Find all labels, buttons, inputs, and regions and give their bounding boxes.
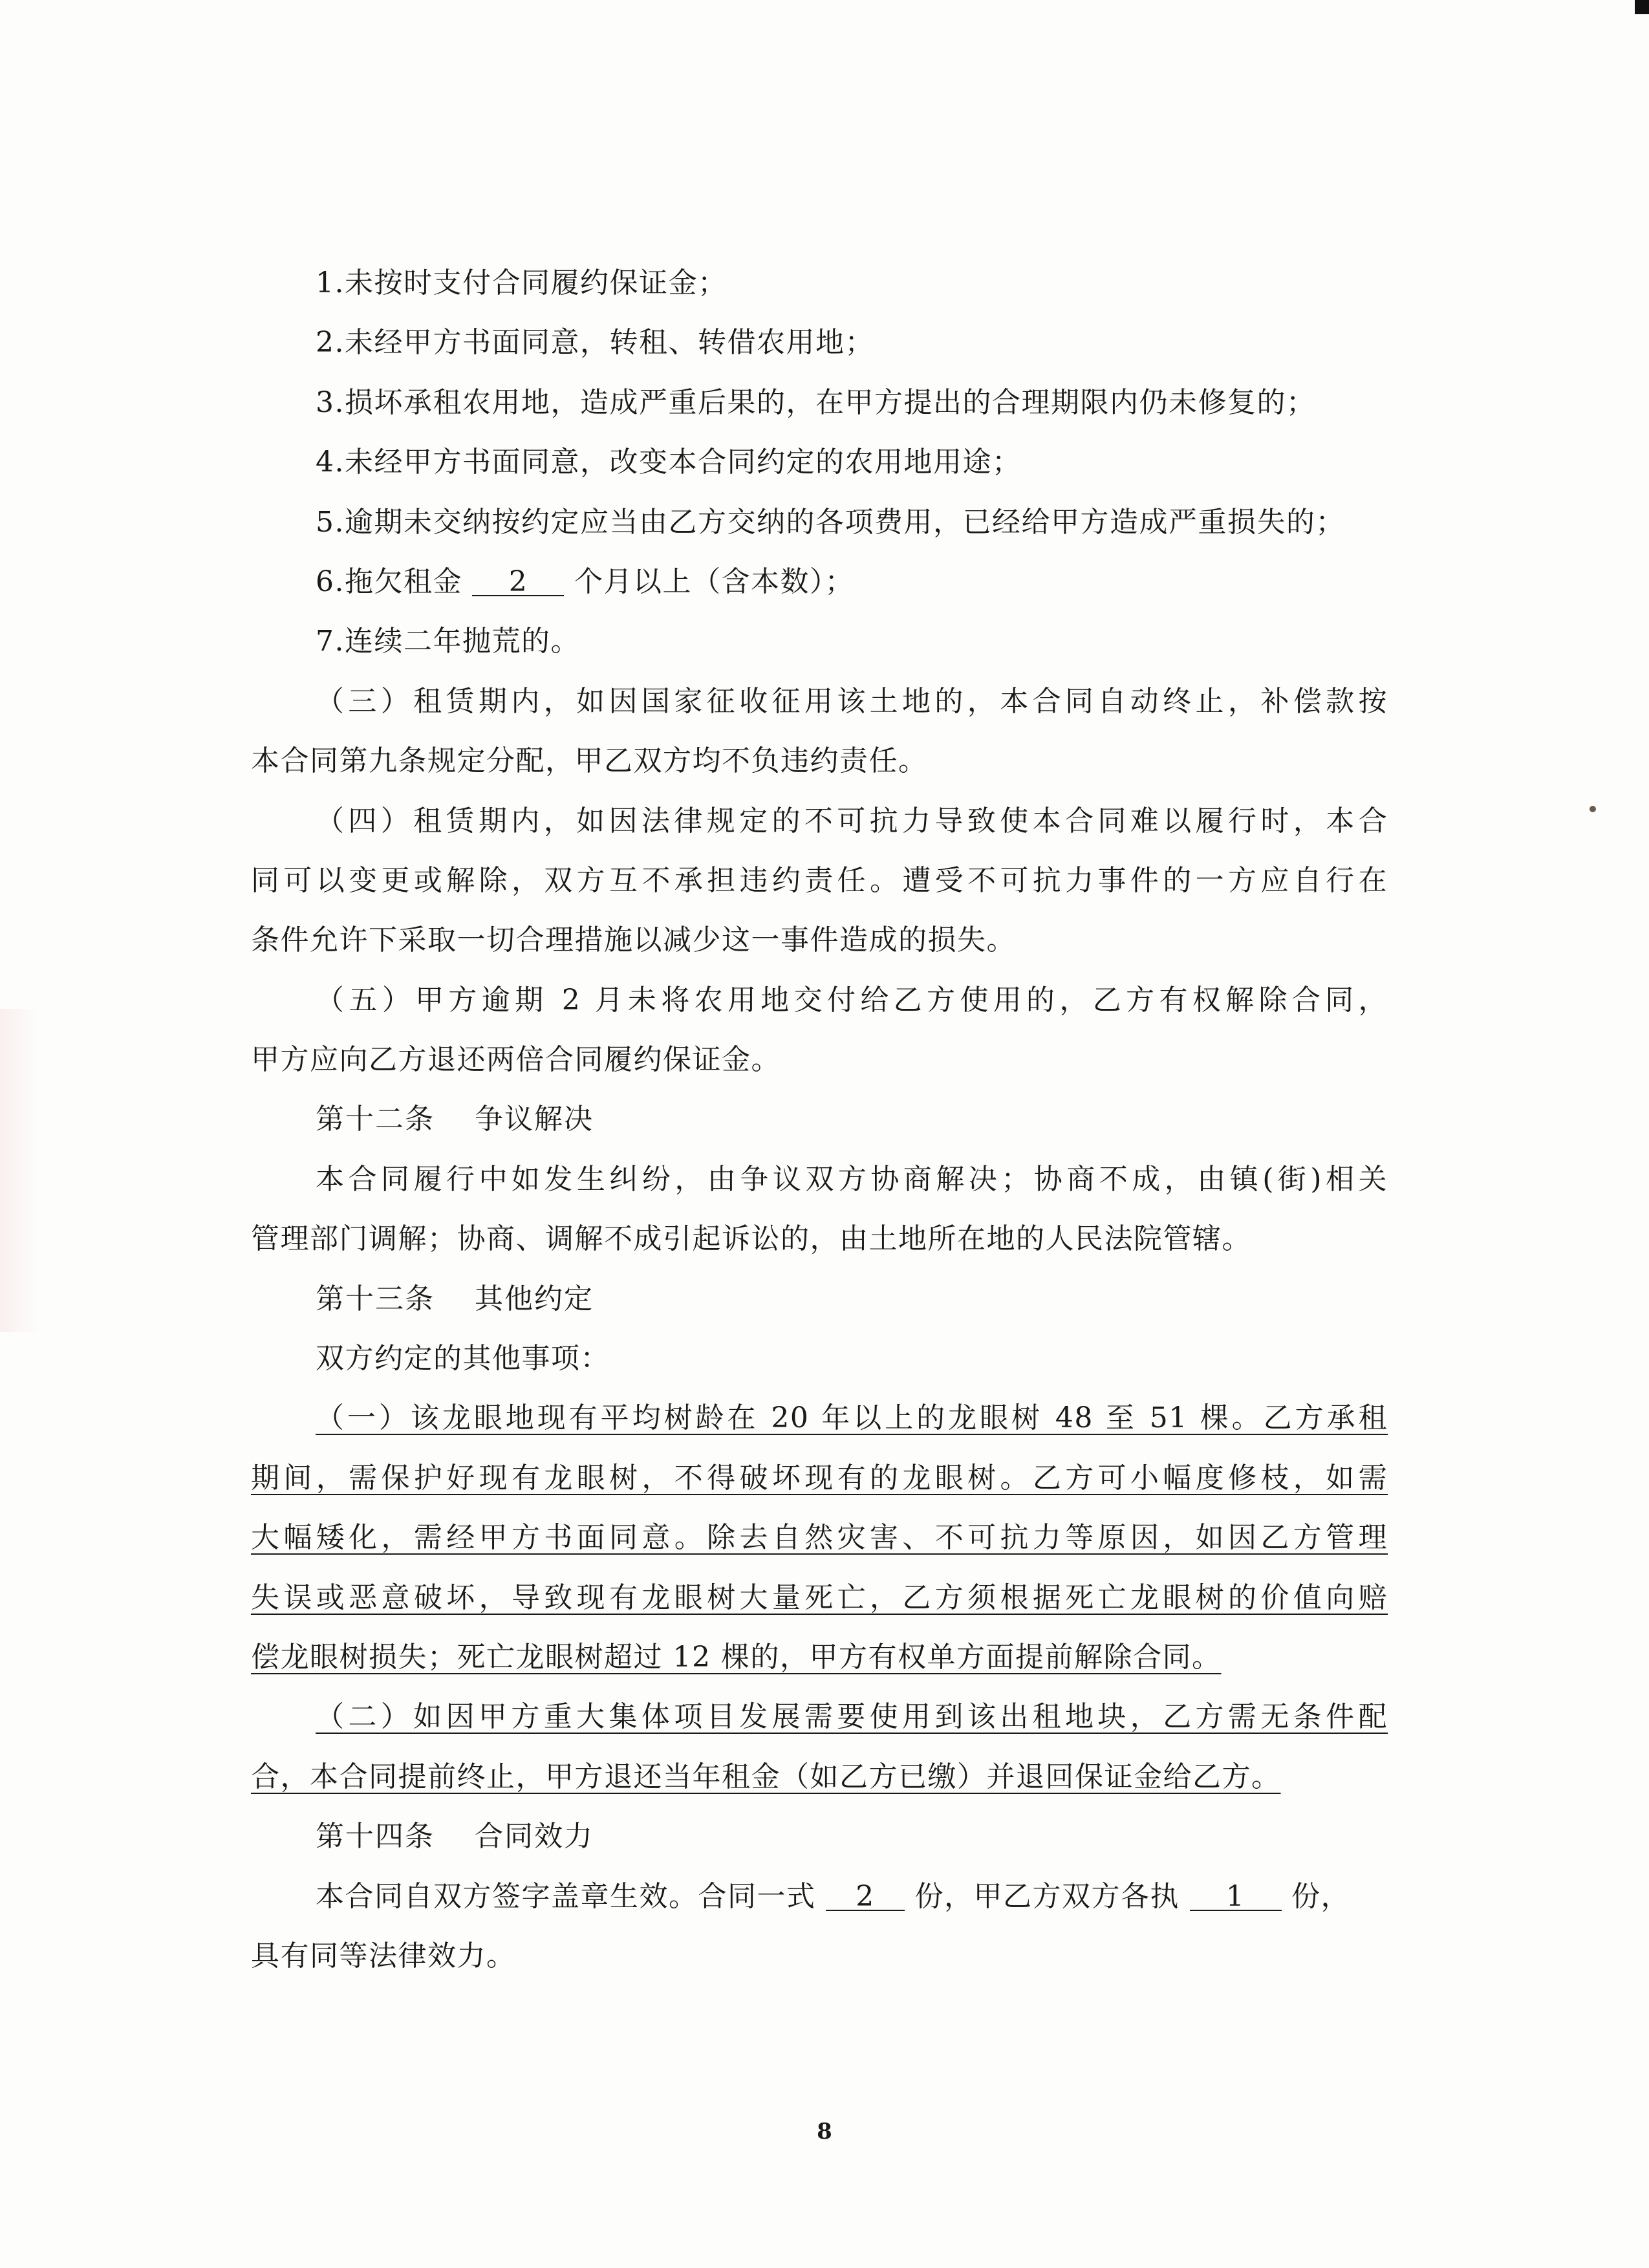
- article-13-title: 其他约定: [475, 1282, 594, 1315]
- page-number: 8: [817, 2119, 832, 2144]
- paragraph-3-line-1: （三）租赁期内，如因国家征收征用该土地的，本合同自动终止，补偿款按: [316, 684, 1388, 718]
- clause-item-5: 5.逾期未交纳按约定应当由乙方交纳的各项费用，已经给甲方造成严重损失的；: [316, 505, 1345, 539]
- article-13-item-1-line-5: 偿龙眼树损失；死亡龙眼树超过 12 棵的，甲方有权单方面提前解除合同。: [251, 1640, 1222, 1674]
- copies-each-value: 1: [1190, 1884, 1282, 1911]
- clause-item-6: [251, 552, 1388, 612]
- article-14-title: 合同效力: [475, 1820, 594, 1853]
- article-12-number: 第十二条: [316, 1103, 435, 1136]
- paragraph-5-line-2: 甲方应向乙方退还两倍合同履约保证金。: [251, 1043, 781, 1077]
- article-12-line-2: 管理部门调解；协商、调解不成引起诉讼的，由土地所在地的人民法院管辖。: [251, 1222, 1251, 1256]
- article-12-line-1: 本合同履行中如发生纠纷，由争议双方协商解决；协商不成，由镇(街)相关: [316, 1162, 1388, 1196]
- article-13-item-2-line-1: （二）如因甲方重大集体项目发展需要使用到该出租地块，乙方需无条件配: [316, 1700, 1388, 1734]
- article-13-item-1-line-3: 大幅矮化，需经甲方书面同意。除去自然灾害、不可抗力等原因，如因乙方管理: [251, 1521, 1388, 1555]
- article-12-heading: [251, 1090, 1388, 1149]
- paragraph-3-line-2: 本合同第九条规定分配，甲乙双方均不负违约责任。: [251, 744, 928, 778]
- clause-item-4: 4.未经甲方书面同意，改变本合同约定的农用地用途；: [316, 446, 1022, 479]
- paragraph-4-line-2: 同可以变更或解除，双方互不承担违约责任。遭受不可抗力事件的一方应自行在: [251, 863, 1388, 897]
- clause-item-6-suffix: 个月以上（含本数）；: [574, 565, 854, 598]
- clause-item-2: 2.未经甲方书面同意，转租、转借农用地；: [316, 326, 874, 360]
- paragraph-5-line-1: （五）甲方逾期 2 月未将农用地交付给乙方使用的，乙方有权解除合同，: [316, 983, 1388, 1017]
- article-13-item-1-line-1: （一）该龙眼地现有平均树龄在 20 年以上的龙眼树 48 至 51 棵。乙方承租: [316, 1401, 1388, 1435]
- article-13-item-1-line-4: 失误或恶意破坏，导致现有龙眼树大量死亡，乙方须根据死亡龙眼树的价值向赔: [251, 1581, 1388, 1614]
- article-14-suffix: 份，: [1291, 1879, 1350, 1913]
- clause-item-7: 7.连续二年抛荒的。: [316, 625, 580, 658]
- article-14-line-2: 具有同等法律效力。: [251, 1939, 516, 1972]
- article-13-heading: [251, 1269, 1388, 1329]
- article-13-item-2-line-2: 合，本合同提前终止，甲方退还当年租金（如乙方已缴）并退回保证金给乙方。: [251, 1760, 1281, 1793]
- article-14-heading: [251, 1807, 1388, 1866]
- article-13-item-1-line-2: 期间，需保护好现有龙眼树，不得破坏现有的龙眼树。乙方可小幅度修枝，如需: [251, 1461, 1388, 1495]
- clause-item-6-prefix: 6.拖欠租金: [316, 565, 462, 598]
- scan-edge-mark: [1635, 0, 1649, 14]
- stamp-bleed-mark: [0, 1009, 39, 1332]
- contract-copies-value: 2: [826, 1884, 905, 1911]
- paragraph-4-line-1: （四）租赁期内，如因法律规定的不可抗力导致使本合同难以履行时，本合: [316, 804, 1388, 837]
- clause-item-3: 3.损坏承租农用地，造成严重后果的，在甲方提出的合理期限内仍未修复的；: [316, 385, 1316, 419]
- article-13-number: 第十三条: [316, 1282, 435, 1315]
- months-overdue-value: 2: [472, 569, 564, 596]
- article-12-title: 争议解决: [475, 1103, 594, 1136]
- article-14-prefix: 本合同自双方签字盖章生效。合同一式: [316, 1879, 816, 1913]
- article-14-number: 第十四条: [316, 1820, 435, 1853]
- contract-body: [251, 254, 1388, 1986]
- clause-item-1: 1.未按时支付合同履约保证金；: [316, 266, 727, 299]
- article-13-intro: 双方约定的其他事项：: [316, 1342, 610, 1376]
- paragraph-4-line-3: 条件允许下采取一切合理措施以减少这一事件造成的损失。: [251, 923, 1016, 957]
- scan-speck: [1590, 806, 1596, 812]
- article-14-line-1: [251, 1867, 1388, 1927]
- article-14-mid: 份，甲乙方双方各执: [914, 1879, 1180, 1913]
